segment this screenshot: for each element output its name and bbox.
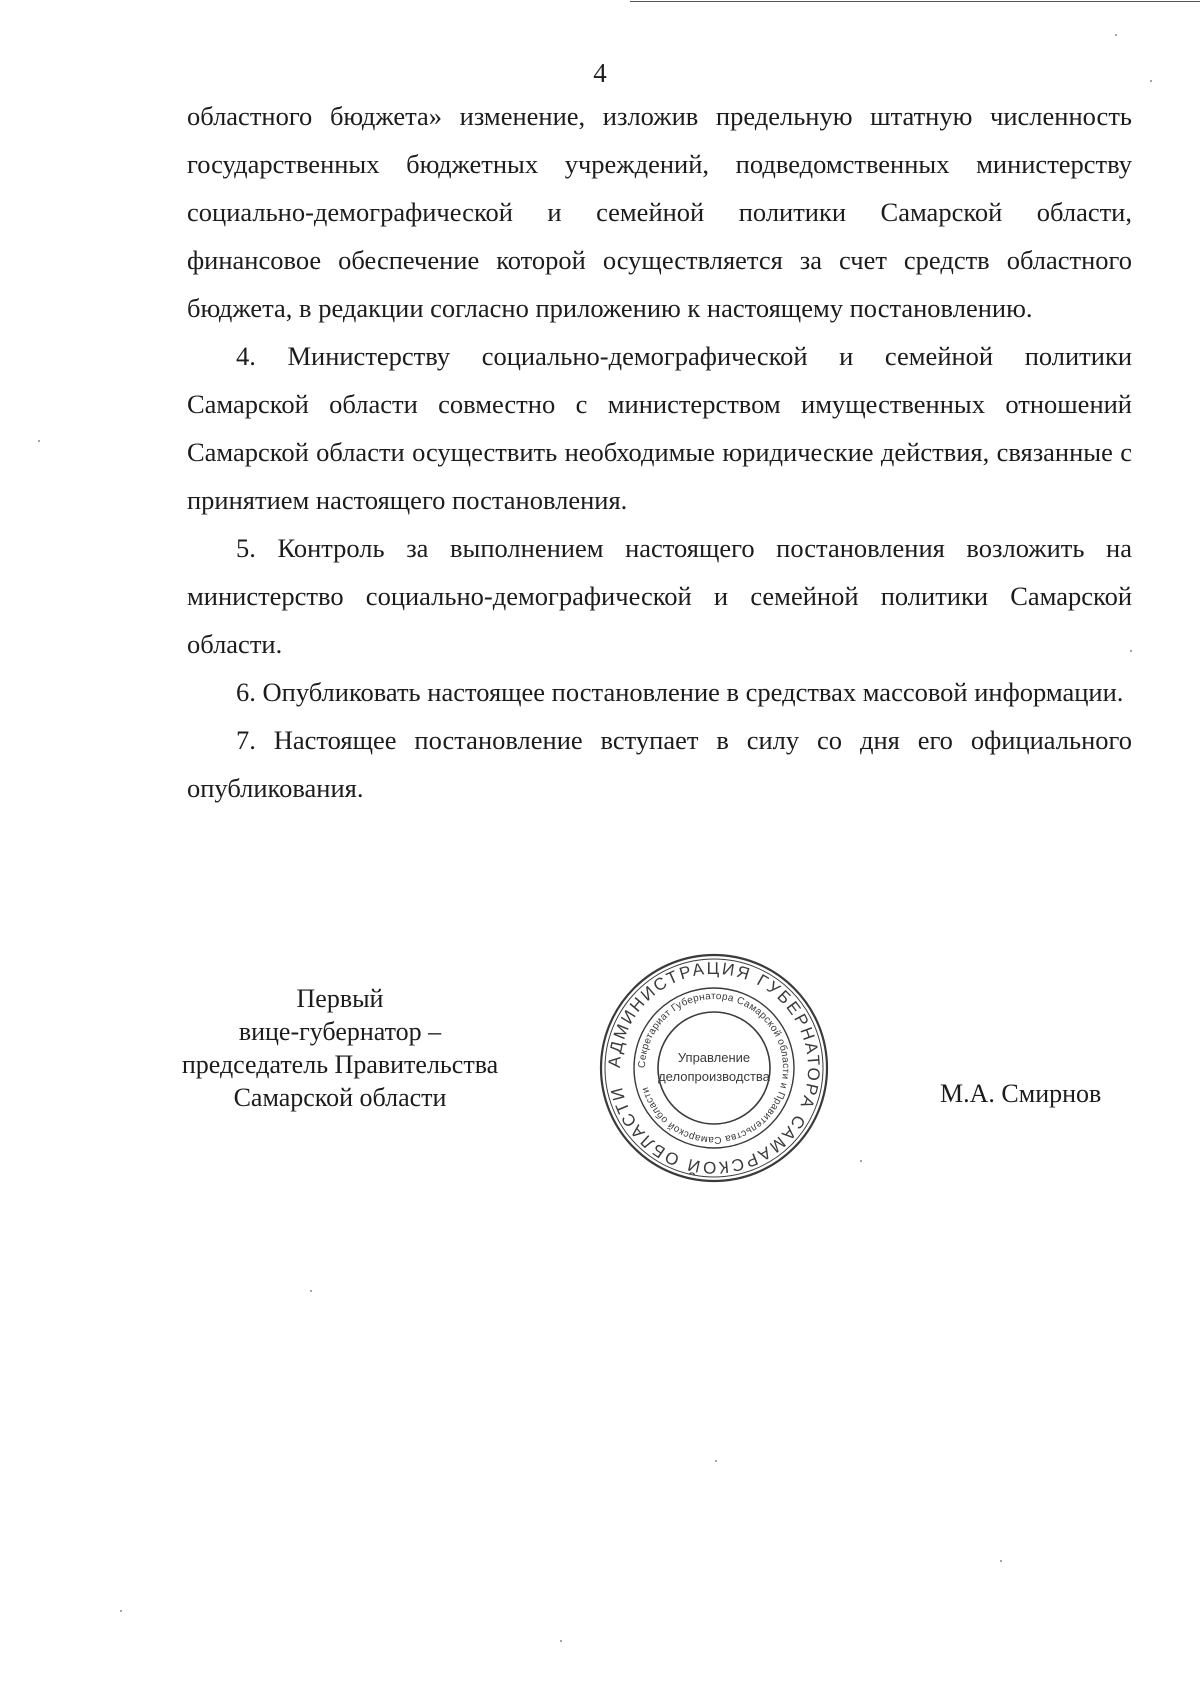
official-stamp-seal bbox=[596, 950, 832, 1186]
top-scan-line bbox=[630, 1, 1200, 2]
scan-speck bbox=[1115, 34, 1117, 36]
scan-speck bbox=[1150, 80, 1152, 82]
signatory-position-line: Самарской области bbox=[233, 1083, 447, 1112]
signatory-position-line: председатель Правительства bbox=[181, 1050, 499, 1079]
stamp-seal-graphic bbox=[596, 950, 832, 1186]
stamp-inner-ring-text: Секретариат Губернатора Самарской области и Правительства Самарской области bbox=[636, 990, 792, 1146]
scan-speck bbox=[120, 1610, 122, 1612]
paragraph-6: 6. Опубликовать настоящее постановление в средствах массовой информации. bbox=[236, 677, 1124, 707]
document-body bbox=[187, 92, 1132, 812]
scan-speck bbox=[860, 1160, 862, 1162]
signatory-position-line: Первый bbox=[296, 984, 384, 1013]
scan-speck bbox=[1000, 1560, 1002, 1562]
signatory-name: М.А. Смирнов bbox=[940, 1079, 1102, 1108]
scan-speck bbox=[715, 1460, 717, 1462]
signatory-position-line: вице-губернатор – bbox=[238, 1017, 442, 1046]
signatory-position bbox=[140, 982, 540, 1114]
stamp-outer-text: АДМИНИСТРАЦИЯ ГУБЕРНАТОРА САМАРСКОЙ ОБЛАСТИ bbox=[604, 958, 824, 1178]
stamp-center-line: делопроизводства bbox=[658, 1069, 770, 1084]
paragraph-continuation: областного бюджета» изменение, изложив предельную штатную численность государственных бюджетных учреждений, подведомственных министерству социально-демографической и семейной политики Самарской области, финансовое обеспечение которой осуществляется за счет средств областного бюджета, в редакции согласно приложению к настоящему постановлению. bbox=[187, 101, 1132, 323]
stamp-center-line: Управление bbox=[677, 1050, 751, 1065]
paragraph-5: 5. Контроль за выполнением настоящего постановления возложить на министерство социально-демографической и семейной политики Самарской области. bbox=[187, 533, 1132, 659]
page-number: 4 bbox=[593, 58, 607, 88]
scan-speck bbox=[38, 440, 40, 442]
scan-speck bbox=[1130, 650, 1132, 652]
scan-speck bbox=[560, 1640, 562, 1642]
paragraph-4: 4. Министерству социально-демографической и семейной политики Самарской области совместно с министерством имущественных отношений Самарской области осуществить необходимые юридические действия, связанные с принятием настоящего постановления. bbox=[187, 341, 1132, 515]
scan-speck bbox=[310, 1290, 312, 1292]
paragraph-7: 7. Настоящее постановление вступает в силу со дня его официального опубликования. bbox=[187, 725, 1132, 803]
